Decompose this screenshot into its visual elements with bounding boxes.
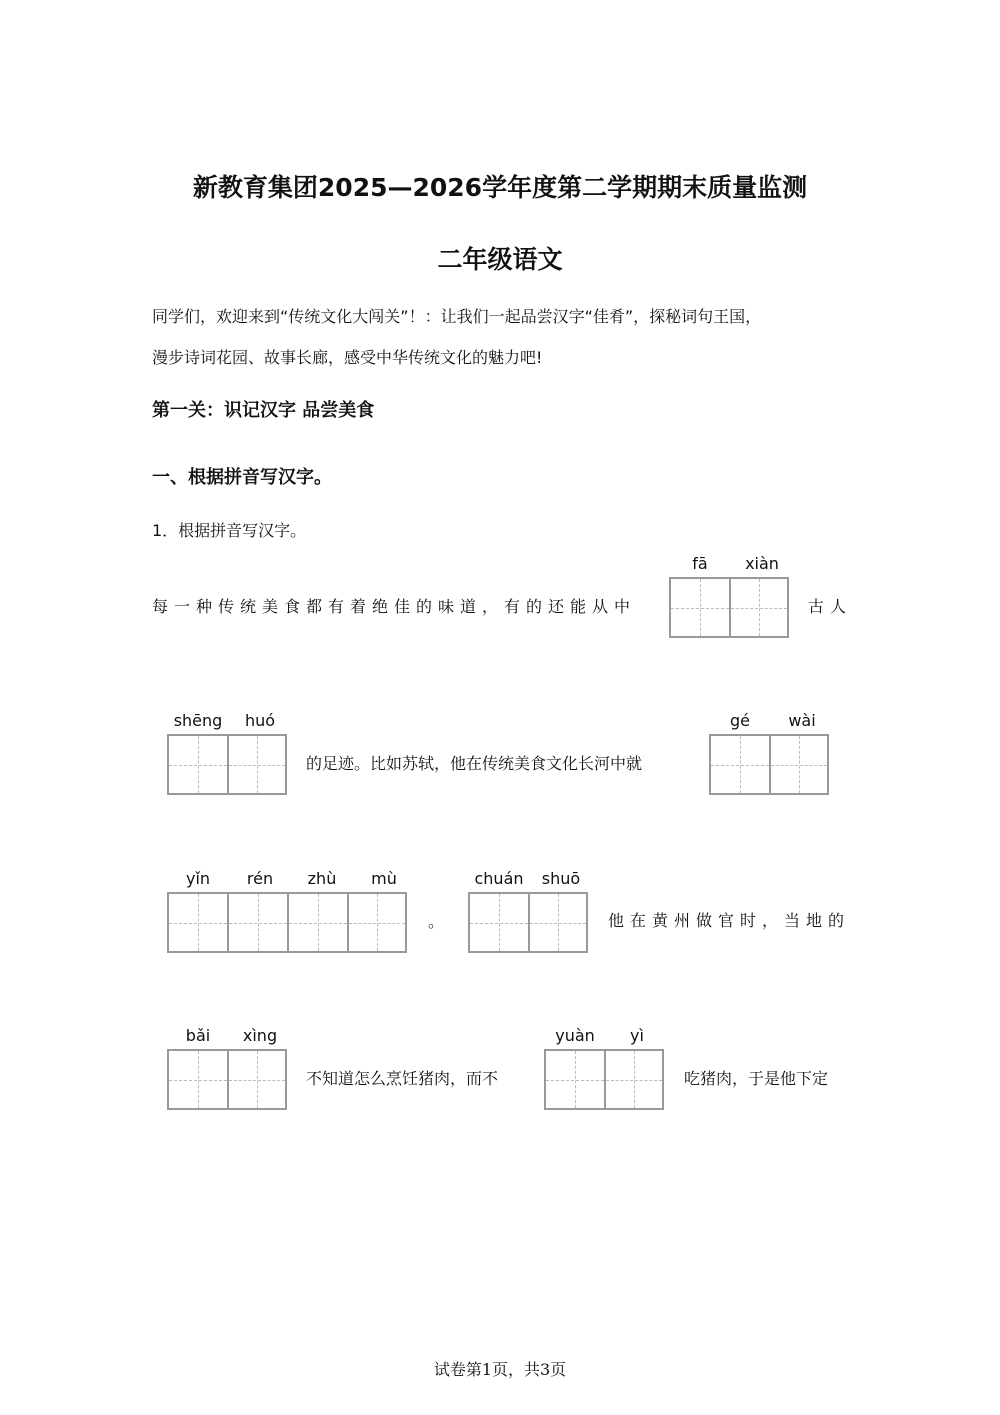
pinyin-label: xìng bbox=[242, 1026, 278, 1045]
pinyin-label: yǐn bbox=[185, 869, 211, 888]
answer-grid-yinrenzhumu[interactable] bbox=[167, 892, 407, 953]
intro-line-1: 同学们，欢迎来到“传统文化大闯关”！：让我们一起品尝汉字“佳肴”，探秘词句王国， bbox=[152, 307, 762, 326]
writing-cell[interactable] bbox=[709, 734, 769, 795]
writing-cell[interactable] bbox=[769, 734, 829, 795]
answer-grid-yuanyi[interactable] bbox=[544, 1049, 664, 1110]
answer-grid-baixing[interactable] bbox=[167, 1049, 287, 1110]
pinyin-label: gé bbox=[730, 711, 750, 730]
writing-cell[interactable] bbox=[528, 892, 588, 953]
writing-cell[interactable] bbox=[347, 892, 407, 953]
sentence-part-6: 不知道怎么烹饪猪肉，而不 bbox=[306, 1069, 499, 1088]
pinyin-label: yì bbox=[630, 1026, 644, 1045]
section-1-heading: 一、根据拼音写汉字。 bbox=[152, 467, 332, 488]
pinyin-label: yuàn bbox=[555, 1026, 595, 1045]
answer-grid-shenghuo[interactable] bbox=[167, 734, 287, 795]
exam-subtitle: 二年级语文 bbox=[437, 245, 563, 274]
writing-cell[interactable] bbox=[227, 1049, 287, 1110]
writing-cell[interactable] bbox=[669, 577, 729, 638]
page-footer: 试卷第1页，共3页 bbox=[433, 1360, 567, 1379]
question-1-label: 1．根据拼音写汉字。 bbox=[152, 521, 307, 540]
exam-title: 新教育集团2025—2026学年度第二学期期末质量监测 bbox=[192, 173, 808, 202]
answer-grid-gewai[interactable] bbox=[709, 734, 829, 795]
writing-cell[interactable] bbox=[287, 892, 347, 953]
pinyin-label: shēng bbox=[173, 711, 223, 730]
pinyin-label: zhù bbox=[307, 869, 337, 888]
answer-grid-chuanshuo[interactable] bbox=[468, 892, 588, 953]
writing-cell[interactable] bbox=[227, 892, 287, 953]
answer-grid-faxian[interactable] bbox=[669, 577, 789, 638]
sentence-part-7: 吃猪肉，于是他下定 bbox=[684, 1069, 829, 1088]
pinyin-label: xiàn bbox=[745, 554, 779, 573]
pinyin-label: wài bbox=[788, 711, 816, 730]
sentence-part-2: 古人 bbox=[808, 597, 853, 616]
pinyin-label: shuō bbox=[541, 869, 581, 888]
pinyin-label: huó bbox=[244, 711, 276, 730]
writing-cell[interactable] bbox=[544, 1049, 604, 1110]
sentence-part-4: 。 bbox=[428, 912, 445, 931]
writing-cell[interactable] bbox=[604, 1049, 664, 1110]
intro-line-2: 漫步诗词花园、故事长廊，感受中华传统文化的魅力吧! bbox=[152, 348, 543, 367]
writing-cell[interactable] bbox=[729, 577, 789, 638]
writing-cell[interactable] bbox=[167, 1049, 227, 1110]
pinyin-label: chuán bbox=[474, 869, 524, 888]
sentence-part-5: 他在黄州做官时，当地的 bbox=[608, 911, 851, 930]
level-1-heading: 第一关：识记汉字 品尝美食 bbox=[152, 400, 375, 421]
writing-cell[interactable] bbox=[468, 892, 528, 953]
pinyin-label: rén bbox=[246, 869, 274, 888]
writing-cell[interactable] bbox=[167, 892, 227, 953]
writing-cell[interactable] bbox=[227, 734, 287, 795]
pinyin-label: fā bbox=[692, 554, 708, 573]
sentence-part-3: 的足迹。比如苏轼，他在传统美食文化长河中就 bbox=[306, 754, 643, 773]
pinyin-label: mù bbox=[371, 869, 397, 888]
sentence-part-1: 每一种传统美食都有着绝佳的味道，有的还能从中 bbox=[152, 597, 637, 616]
pinyin-label: bǎi bbox=[185, 1026, 211, 1045]
writing-cell[interactable] bbox=[167, 734, 227, 795]
